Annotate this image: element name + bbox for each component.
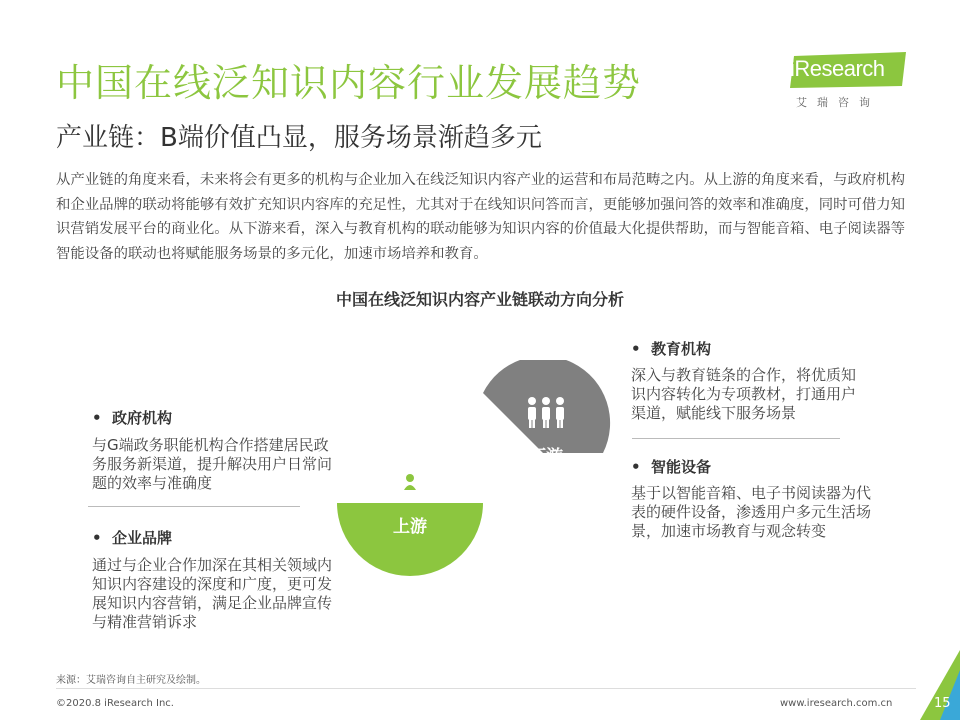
chain-diagram: [320, 360, 620, 590]
right-block-2-text: 基于以智能音箱、电子书阅读器为代表的硬件设备，渗透用户多元生活场景，加速市场教育与观念转变: [631, 484, 872, 540]
downstream-label: 下游: [529, 447, 563, 467]
logo-subtitle: 艾瑞咨询: [796, 96, 880, 109]
diagram-title: 中国在线泛知识内容产业链联动方向分析: [335, 290, 624, 309]
left-block-1-title: 政府机构: [112, 409, 173, 427]
footer-divider: [56, 688, 916, 689]
left-block-1-text: 与G端政务职能机构合作搭建居民政务服务新渠道，提升解决用户日常问题的效率与准确度: [92, 436, 333, 492]
gear-person-icon: [394, 466, 426, 498]
page-subtitle: 产业链：B端价值凸显，服务场景渐趋多元: [56, 123, 542, 153]
page-number: 15: [934, 696, 951, 711]
source-note: 来源：艾瑞咨询自主研究及绘制。: [56, 675, 206, 686]
bullet: •: [631, 458, 641, 476]
logo-name: iResearch: [790, 56, 885, 81]
left-block-1-head: [92, 407, 172, 428]
bullet: •: [631, 340, 641, 358]
downstream-arc: [483, 360, 610, 453]
bullet: •: [92, 529, 102, 547]
upstream-arc: [337, 503, 483, 576]
website-url: www.iresearch.com.cn: [780, 698, 893, 709]
divider: [632, 438, 840, 439]
corner-decoration: [900, 650, 960, 720]
right-block-2-title: 智能设备: [651, 458, 712, 476]
intro-paragraph: 从产业链的角度来看，未来将会有更多的机构与企业加入在线泛知识内容产业的运营和布局范畴之内。从上游的角度来看，与政府机构和企业品牌的联动将能够有效扩充知识内容库的充足性，尤其对于在线知识问答而言，更能够加强问答的效率和准确度，同时可借力知识营销发展平台的商业化。从下游来看，深入与教育机构的联动能够为知识内容的价值最大化提供帮助，而与智能音箱、电子阅读器等智能设备的联动也将赋能服务场景的多元化，加速市场培养和教育。: [56, 172, 906, 262]
left-block-2-title: 企业品牌: [112, 529, 173, 547]
right-block-1-title: 教育机构: [651, 340, 712, 358]
page-title: 中国在线泛知识内容行业发展趋势: [56, 61, 642, 105]
right-block-2-head: [631, 456, 711, 477]
left-block-2-text: 通过与企业合作加深在其相关领域内知识内容建设的深度和广度，更可发展知识内容营销，满足企业品牌宣传与精准营销诉求: [92, 556, 333, 631]
right-block-1-text: 深入与教育链条的合作，将优质知识内容转化为专项教材，打通用户渠道，赋能线下服务场景: [631, 366, 857, 422]
right-block-1-head: [631, 338, 711, 359]
copyright: ©2020.8 iResearch Inc.: [56, 698, 174, 709]
upstream-label: 上游: [393, 517, 427, 537]
divider: [88, 506, 300, 507]
iresearch-logo: [790, 50, 908, 108]
left-block-2-head: [92, 527, 172, 548]
bullet: •: [92, 409, 102, 427]
